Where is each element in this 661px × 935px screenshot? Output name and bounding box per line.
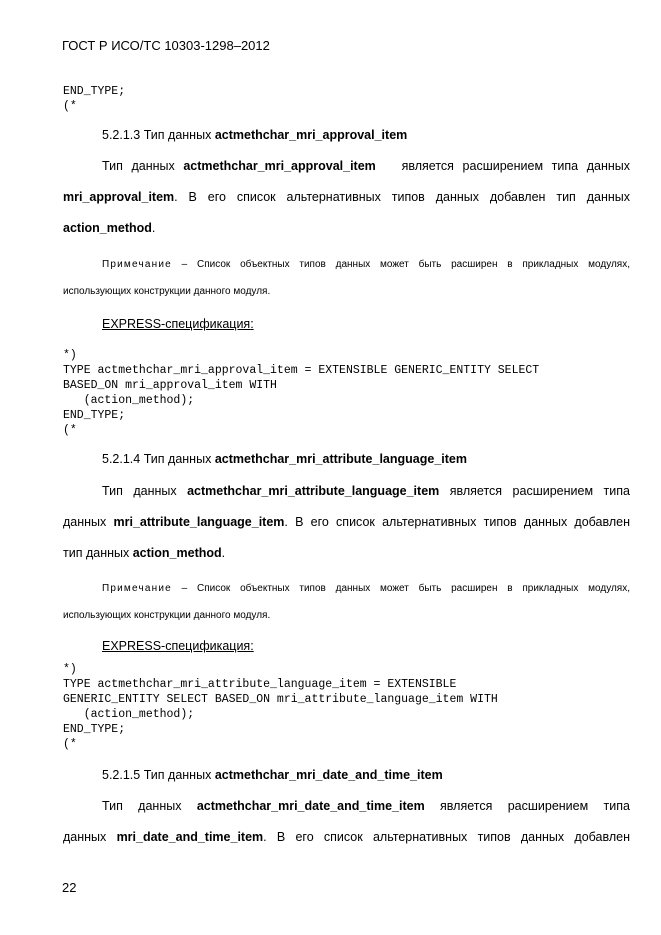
section-type-name: actmethchar_mri_date_and_time_item bbox=[214, 768, 443, 782]
express-spec-link[interactable]: EXPRESS-спецификация: bbox=[102, 639, 254, 653]
section-label: Тип данных bbox=[143, 452, 212, 466]
paragraph-line: action_method. bbox=[63, 221, 156, 235]
note-line: Примечание – Список объектных типов данных может быть расширен в прикладных модулях, bbox=[102, 583, 630, 594]
section-heading-5-2-1-4 bbox=[102, 452, 467, 466]
paragraph-line: тип данных action_method. bbox=[63, 546, 226, 560]
paragraph-line: данных mri_date_and_time_item. В его список альтернативных типов данных добавлен bbox=[63, 830, 630, 844]
paragraph-line: mri_approval_item. В его список альтернативных типов данных добавлен тип данных bbox=[63, 190, 630, 204]
code-block: *) TYPE actmethchar_mri_approval_item = EXTENSIBLE GENERIC_ENTITY SELECT BASED_ON mri_approval_item WITH (action_method); END_TYPE; (* bbox=[63, 349, 540, 437]
note-line: Примечание – Список объектных типов данных может быть расширен в прикладных модулях, bbox=[102, 259, 630, 270]
express-spec-link[interactable]: EXPRESS-спецификация: bbox=[102, 317, 254, 331]
section-type-name: actmethchar_mri_attribute_language_item bbox=[214, 452, 467, 466]
note-line: использующих конструкции данного модуля. bbox=[63, 286, 271, 297]
page-number: 22 bbox=[62, 880, 77, 895]
section-type-name: actmethchar_mri_approval_item bbox=[214, 128, 408, 142]
paragraph-line: Тип данных actmethchar_mri_date_and_time_item является расширением типа bbox=[102, 799, 630, 813]
note-label: Примечание bbox=[102, 259, 172, 270]
paragraph-line: Тип данных actmethchar_mri_approval_item является расширением типа данных bbox=[102, 159, 630, 173]
section-number: 5.2.1.4 bbox=[102, 452, 141, 466]
section-paragraph bbox=[63, 483, 630, 576]
section-heading-5-2-1-5 bbox=[102, 768, 443, 782]
paragraph-line: Тип данных actmethchar_mri_attribute_language_item является расширением типа bbox=[102, 484, 630, 498]
note-block bbox=[63, 582, 630, 636]
note-line: использующих конструкции данного модуля. bbox=[63, 610, 271, 621]
section-paragraph bbox=[63, 798, 630, 860]
section-number: 5.2.1.5 bbox=[102, 768, 141, 782]
note-label: Примечание bbox=[102, 583, 172, 594]
code-block: *) TYPE actmethchar_mri_attribute_language_item = EXTENSIBLE GENERIC_ENTITY SELECT BASED_ON mri_attribute_language_item WITH (action_method); END_TYPE; (* bbox=[63, 663, 498, 751]
section-label: Тип данных bbox=[143, 128, 212, 142]
page-header: ГОСТ Р ИСО/ТС 10303-1298–2012 bbox=[62, 38, 270, 53]
section-label: Тип данных bbox=[143, 768, 212, 782]
paragraph-line: данных mri_attribute_language_item. В его список альтернативных типов данных добавлен bbox=[63, 515, 630, 529]
note-block bbox=[63, 258, 630, 312]
section-paragraph bbox=[63, 158, 630, 251]
section-number: 5.2.1.3 bbox=[102, 128, 141, 142]
code-block-top: END_TYPE; (* bbox=[63, 85, 126, 113]
section-heading-5-2-1-3 bbox=[102, 128, 407, 142]
